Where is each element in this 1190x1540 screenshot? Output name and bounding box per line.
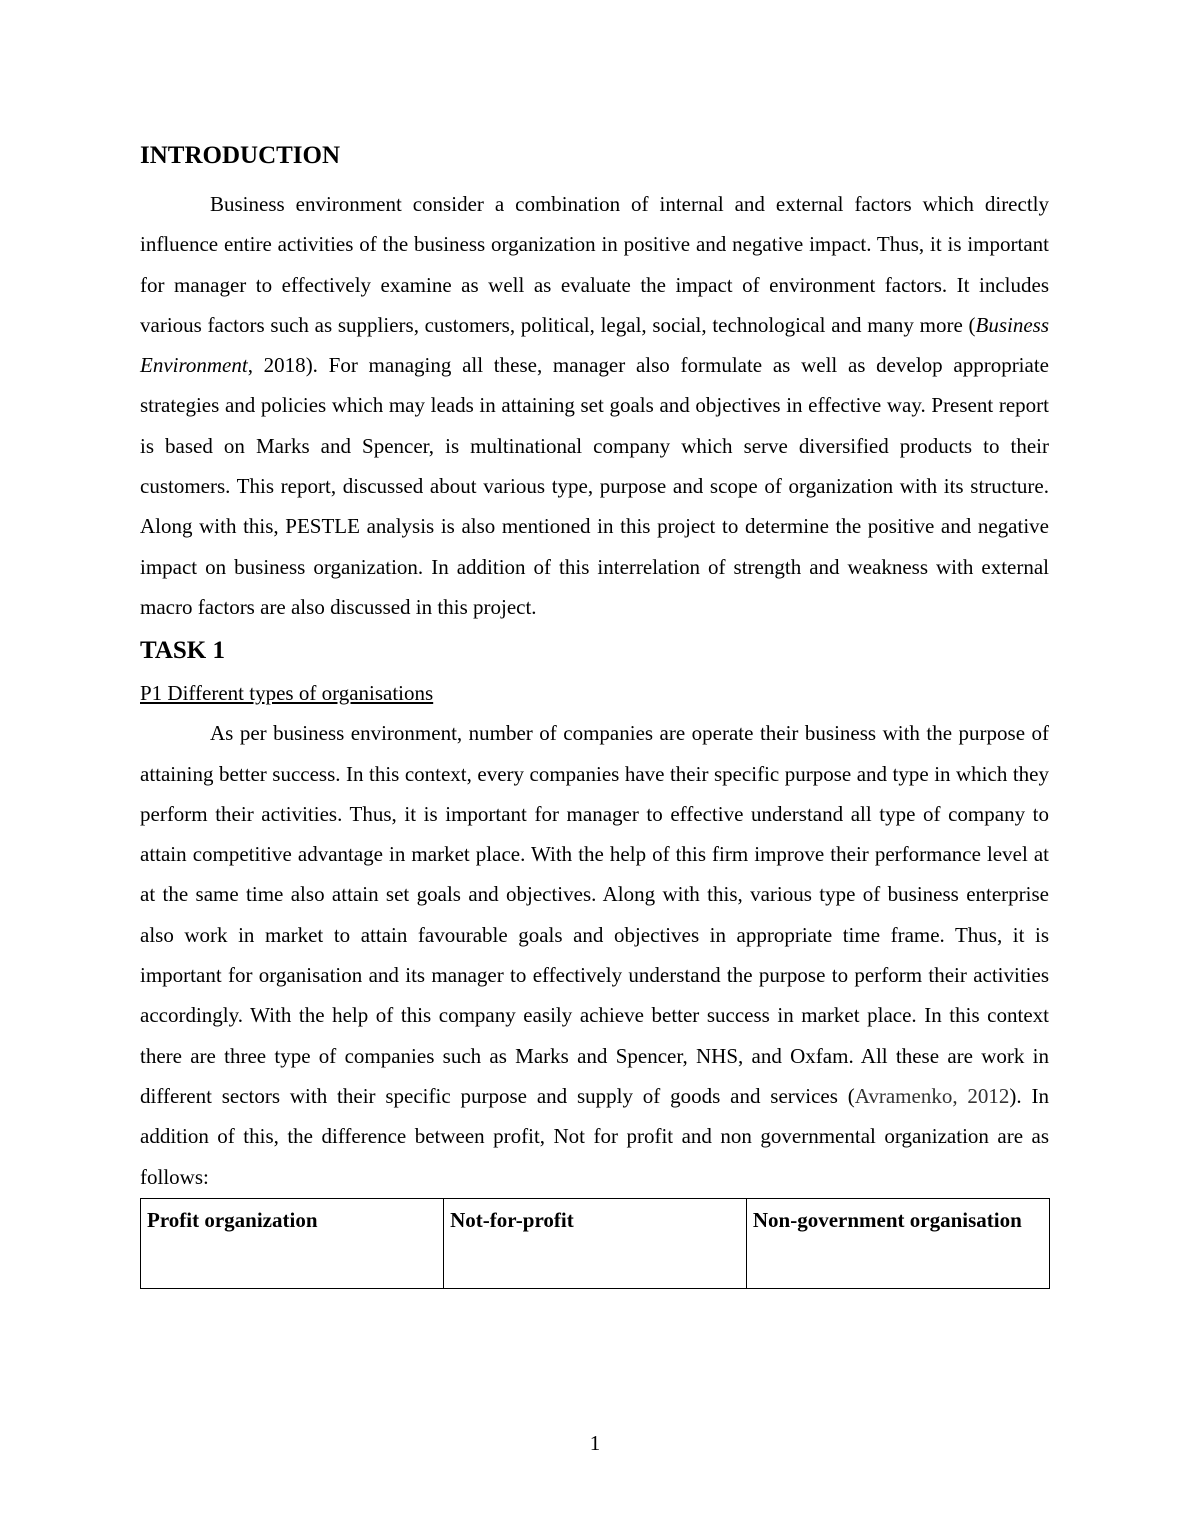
task1-paragraph: [140, 713, 1049, 1197]
page-content: [140, 138, 1049, 1289]
header-cell-profit: Profit organization: [141, 1198, 444, 1288]
header-cell-not-for-profit: Not-for-profit: [444, 1198, 747, 1288]
citation-title: Business Environment: [140, 312, 1049, 378]
page-number: 1: [589, 1431, 601, 1455]
introduction-paragraph: [140, 184, 1049, 627]
table-header-row: [141, 1198, 1050, 1288]
citation-year: , 2018: [247, 353, 306, 378]
task1-heading: TASK 1: [140, 637, 225, 665]
intro-text-part-1: Business environment consider a combination of internal and external factors which directly influence entire activities of the business organization in positive and negative impact. Thus, it is important for manager to effectively examine as well as evaluate the impact of environment factors. It includes various factors such as suppliers, customers, political, legal, social, technological and many more (: [140, 192, 1049, 337]
p1-subheading: P1 Different types of organisations: [140, 681, 434, 706]
introduction-heading: INTRODUCTION: [140, 142, 341, 169]
task1-citation: Avramenko, 2012: [854, 1083, 1010, 1108]
organisation-comparison-table: [140, 1198, 1050, 1289]
header-cell-ngo: Non-government organisation: [746, 1198, 1049, 1288]
task1-text-part-1: As per business environment, number of companies are operate their business with the purpose of attaining better success. In this context, every companies have their specific purpose and type in which they perform their activities. Thus, it is important for manager to effective understand all type of company to attain competitive advantage in market place. With the help of this firm improve their performance level at at the same time also attain set goals and objectives. Along with this, various type of business enterprise also work in market to attain favourable goals and objectives in appropriate time frame. Thus, it is important for organisation and its manager to effectively understand the purpose to perform their activities accordingly. With the help of this company easily achieve better success in market place. In this context there are three type of companies such as Marks and Spencer, NHS, and Oxfam. All these are work in different sectors with their specific purpose and supply of goods and services (: [140, 721, 1049, 1108]
task1-text-part-2: ). In addition of this, the difference between profit, Not for profit and non governmental organization are as follows:: [140, 1083, 1049, 1189]
intro-text-part-2: ). For managing all these, manager also formulate as well as develop appropriate strategies and policies which may leads in attaining set goals and objectives in effective way. Present report is based on Marks and Spencer, is multinational company which serve diversified products to their customers. This report, discussed about various type, purpose and scope of organization with its structure. Along with this, PESTLE analysis is also mentioned in this project to determine the positive and negative impact on business organization. In addition of this interrelation of strength and weakness with external macro factors are also discussed in this project.: [140, 353, 1049, 619]
